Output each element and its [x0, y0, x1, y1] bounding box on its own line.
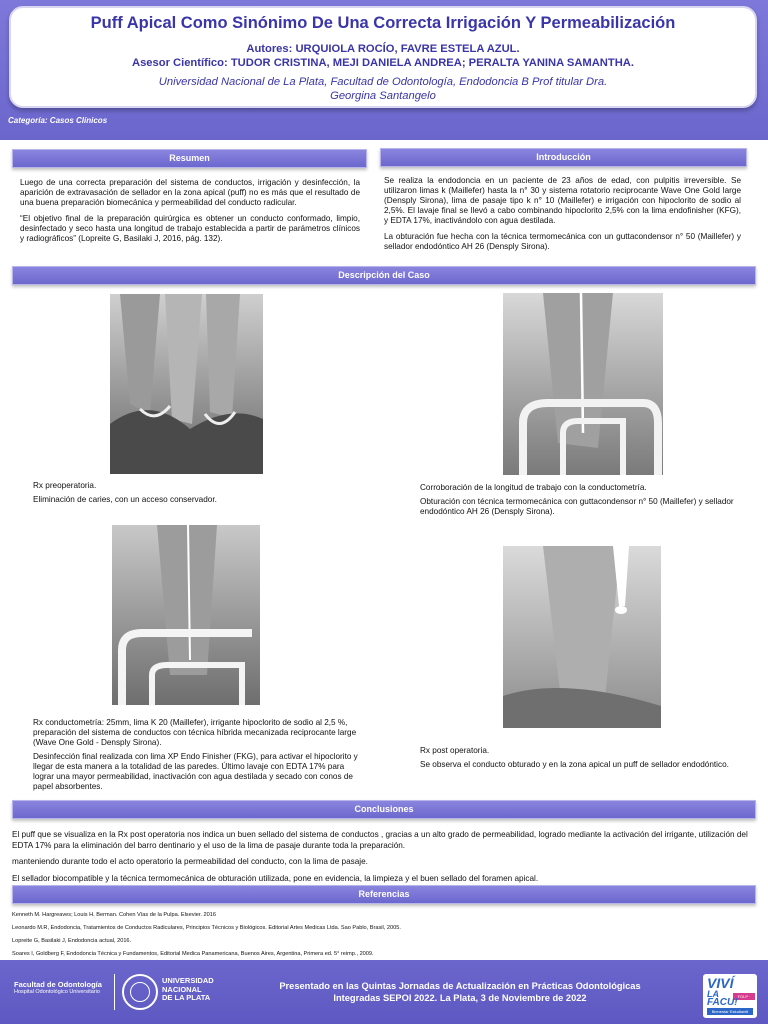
- vivi-logo-bottom: Bienestar Estudiantil: [707, 1008, 753, 1015]
- case-3-line-2: Desinfección final realizada con lima XP Endo Finisher (FKG), para activar el hipoclorito y llegar de esta manera a la totalidad de las paredes. Último lavaje con EDTA 17% para lograr una mayor permeabilidad, inactivación con agua destilada y secado con conos de papel absorbentes.: [33, 752, 358, 791]
- referencias-list: [12, 912, 757, 964]
- category-label: Categoría: Casos Clínicos: [8, 116, 108, 125]
- faculty-logo: [14, 980, 102, 995]
- case-caption-3: [33, 718, 367, 796]
- case-3-line-1: Rx conductometría: 25mm, lima K 20 (Maillefer), irrigante hipoclorito de sodio al 2,5 %, preparación del sistema de conductos con técnica híbrida mecanizada reciprocante large (Wave One Gold - Densply Sirona).: [33, 718, 357, 747]
- poster-title: Puff Apical Como Sinónimo De Una Correcta Irrigación Y Permeabilización: [90, 14, 676, 32]
- presentation-line-2: Integradas SEPOI 2022. La Plata, 3 de Noviembre de 2022: [333, 993, 587, 1003]
- institution-line-1: Universidad Nacional de La Plata, Facultad de Odontología, Endodoncia B Prof titular Dra.: [158, 76, 608, 88]
- resumen-paragraph-1: Luego de una correcta preparación del sistema de conductos, irrigación y desinfección, la aparición de extravasación de sellador en la zona apical (puff) no es más que el resultado de una buena preparación biomecánica y permeabilidad del conducto radicular.: [20, 178, 360, 207]
- xray-postoperative-image: [503, 546, 661, 728]
- introduccion-paragraph-2: La obturación fue hecha con la técnica termomecánica con un guttacondensor n° 50 (Maillefer) y sellador endodóntico AH 26 (Densply Sirona).: [384, 232, 741, 251]
- reference-4: Soares I, Goldberg F, Endodoncia Técnica y Fundamentos, Editorial Medica Panamericana, Buenos Aires, Argentina, Primera ed. 5° reimp., 2009.: [12, 951, 374, 957]
- introduccion-heading: Introducción: [380, 148, 747, 167]
- unlp-seal-inner: [130, 982, 150, 1002]
- advisor-line: Asesor Científico: TUDOR CRISTINA, MEJI DANIELA ANDREA; PERALTA YANINA SAMANTHA.: [131, 57, 634, 69]
- case-1-line-2: Eliminación de caries, con un acceso conservador.: [33, 495, 217, 504]
- case-4-line-2: Se observa el conducto obturado y en la zona apical un puff de sellador endodóntico.: [420, 760, 729, 769]
- vivi-logo-tag: FOLP · UNLP: [733, 993, 755, 1000]
- reference-3: Lopreite G, Basilaki J, Endodoncia actual, 2016.: [12, 938, 132, 944]
- vivi-logo-line-3: FACU!: [707, 997, 738, 1008]
- unlp-seal-icon: [122, 974, 158, 1010]
- vivi-logo-line-2: LA: [707, 989, 719, 999]
- unlp-line-1: UNIVERSIDAD: [162, 976, 214, 985]
- introduccion-text: [384, 176, 741, 258]
- resumen-paragraph-2: “El objetivo final de la preparación quirúrgica es obtener un conducto conformado, limpio, desinfectado y seco hasta una longitud de trabajo establecida a partir de parámetros clínicos y radiográficos” (Lopreite G, Basilaki J, 2016, pág. 132).: [20, 214, 360, 243]
- unlp-logo: [162, 977, 214, 1003]
- descripcion-heading: Descripción del Caso: [12, 266, 756, 285]
- resumen-text: [20, 178, 360, 250]
- header-box: [9, 6, 757, 108]
- reference-2: Leonardo M.R, Endodoncia, Tratamientos de Conductos Radiculares, Principios Técnicos y Biológicos. Editorial Artes Medicas Ltda. Sao Pablo, Brasil, 2005.: [12, 925, 401, 931]
- case-4-line-1: Rx post operatoria.: [420, 746, 490, 755]
- vivi-logo-line-1: VIVÍ: [707, 975, 734, 991]
- case-caption-2: [420, 483, 755, 521]
- conclusiones-heading: Conclusiones: [12, 800, 756, 819]
- faculty-name: Facultad de Odontología: [14, 980, 102, 989]
- reference-1: Kenneth M. Hargreaves; Louis H. Berman. Cohen Vías de la Pulpa. Elsevier. 2016: [12, 912, 216, 918]
- unlp-line-2: NACIONAL: [162, 984, 202, 994]
- case-1-line-1: Rx preoperatoria.: [33, 481, 97, 490]
- authors-line: Autores: URQUIOLA ROCÍO, FAVRE ESTELA AZUL.: [246, 43, 520, 55]
- xray-working-length-image: [503, 293, 663, 475]
- resumen-heading: Resumen: [12, 149, 367, 168]
- xray-conductometry-image: [112, 525, 260, 705]
- presentation-note: [230, 980, 690, 1004]
- institution-block: [11, 75, 755, 103]
- institution-line-2: Georgina Santangelo: [330, 90, 436, 102]
- footer-band: [0, 960, 768, 1024]
- case-2-line-2: Obturación con técnica termomecánica con guttacondensor n° 50 (Maillefer) y sellador endodóntico AH 26 (Densply Sirona).: [420, 497, 734, 516]
- case-caption-1: [33, 481, 363, 509]
- vivi-logo-text: [707, 976, 733, 999]
- conclusion-paragraph-1: El puff que se visualiza en la Rx post operatoria nos indica un buen sellado del sistema de conductos , gracias a un alto grado de permeabilidad, logrado mediante la activación del irrigante, utilización del EDTA 17% para la eliminación del barro dentinario y el uso de la lima de pasaje durante toda la preparación.: [12, 830, 748, 850]
- introduccion-paragraph-1: Se realiza la endodoncia en un paciente de 23 años de edad, con pulpitis irreversible. Se utilizaron limas k (Maillefer) hasta la n° 30 y sistema rotatorio reciprocante Wave One Gold large (Densply Sirona), lima de pasaje tipo k n° 10 (Maillefer) e irrigación con hipoclorito de sodio al 2,5%. El lavaje final se llevó a cabo combinando hipoclorito 2,5% con la lima endofinisher (KFG), y EDTA 17%, inactivándolo con agua destilada.: [384, 176, 741, 225]
- case-caption-4: [420, 746, 755, 774]
- conclusion-paragraph-2: manteniendo durante todo el acto operatorio la permeabilidad del conducto, con la lima de pasaje.: [12, 857, 368, 866]
- conclusiones-text: [12, 830, 757, 890]
- footer-divider: [114, 974, 115, 1010]
- presentation-line-1: Presentado en las Quintas Jornadas de Actualización en Prácticas Odontológicas: [279, 981, 641, 991]
- faculty-subtitle: Hospital Odontológico Universitario: [14, 989, 100, 995]
- case-2-line-1: Corroboración de la longitud de trabajo con la conductometría.: [420, 483, 647, 492]
- referencias-heading: Referencias: [12, 885, 756, 904]
- conclusion-paragraph-3: El sellador biocompatible y la técnica termomecánica de obturación utilizada, pone en evidencia, la limpieza y el buen sellado del foramen apical.: [12, 873, 539, 883]
- xray-preoperative-image: [110, 294, 263, 474]
- authors-block: [11, 42, 755, 70]
- unlp-line-3: DE LA PLATA: [162, 993, 211, 1002]
- vivi-la-facu-logo: [703, 974, 757, 1018]
